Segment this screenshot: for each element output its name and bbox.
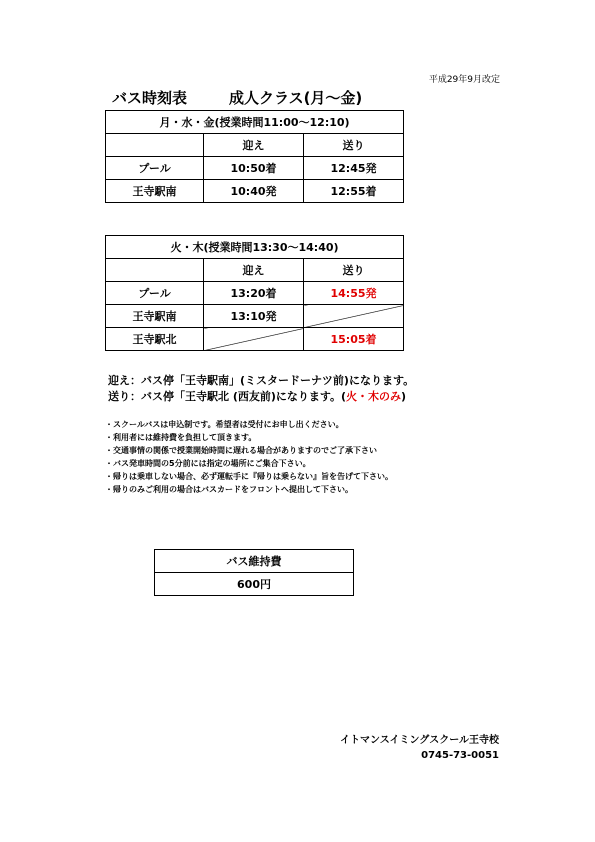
fee-box bbox=[154, 549, 354, 596]
class-name: 成人クラス(月～金) bbox=[229, 89, 363, 107]
list-item: ・利用者には維持費を負担して頂きます。 bbox=[105, 433, 257, 442]
place-cell: プール bbox=[106, 282, 204, 305]
place-cell: 王寺駅北 bbox=[106, 328, 204, 351]
col-pickup: 迎え bbox=[204, 134, 304, 157]
dropoff-cell: 12:45発 bbox=[304, 157, 404, 180]
table-header: 火・木(授業時間13:30～14:40) bbox=[106, 236, 404, 259]
place-cell: プール bbox=[106, 157, 204, 180]
table-row bbox=[106, 328, 404, 351]
place-cell: 王寺駅南 bbox=[106, 180, 204, 203]
fee-label: バス維持費 bbox=[155, 550, 354, 573]
table-header: 月・水・金(授業時間11:00～12:10) bbox=[106, 111, 404, 134]
rules-list bbox=[105, 418, 393, 496]
empty-cell bbox=[106, 259, 204, 282]
list-item: ・帰りは乗車しない場合、必ず運転手に『帰りは乗らない』旨を告げて下さい。 bbox=[105, 472, 393, 481]
table-row bbox=[106, 157, 404, 180]
pickup-cell: 13:20着 bbox=[204, 282, 304, 305]
table-row bbox=[106, 282, 404, 305]
fee-amount: 600円 bbox=[155, 573, 354, 596]
list-item: ・スクールバスは申込制です。希望者は受付にお申し出ください。 bbox=[105, 420, 344, 429]
place-cell: 王寺駅南 bbox=[106, 305, 204, 328]
timetable-tue-thu bbox=[105, 235, 404, 351]
revision-date: 平成29年9月改定 bbox=[428, 75, 500, 85]
list-item: ・帰りのみご利用の場合はバスカードをフロントへ提出して下さい。 bbox=[105, 485, 353, 494]
pickup-na-cell bbox=[204, 328, 304, 351]
dropoff-cell: 12:55着 bbox=[304, 180, 404, 203]
title-main: バス時刻表 bbox=[112, 89, 188, 107]
col-dropoff: 送り bbox=[304, 134, 404, 157]
stop-notes bbox=[108, 373, 414, 405]
school-footer bbox=[340, 733, 499, 763]
pickup-cell: 10:50着 bbox=[204, 157, 304, 180]
list-item: ・交通事情の関係で授業開始時間に遅れる場合がありますのでご了承下さい bbox=[105, 446, 377, 455]
table-row bbox=[106, 305, 404, 328]
school-phone: 0745-73-0051 bbox=[421, 750, 499, 761]
table-row bbox=[106, 180, 404, 203]
list-item: ・バス発車時間の5分前には指定の場所にご集合下さい。 bbox=[105, 459, 311, 468]
pickup-cell: 10:40発 bbox=[204, 180, 304, 203]
dropoff-note-text: 送り：バス停「王寺駅北 (西友前)になります。( bbox=[108, 390, 347, 403]
col-dropoff: 送り bbox=[304, 259, 404, 282]
dropoff-na-cell bbox=[304, 305, 404, 328]
page-title bbox=[112, 87, 362, 108]
pickup-note: 迎え：バス停「王寺駅南」(ミスタードーナツ前)になります。 bbox=[108, 374, 415, 387]
pickup-cell: 13:10発 bbox=[204, 305, 304, 328]
dropoff-note-close: ) bbox=[401, 390, 407, 403]
empty-cell bbox=[106, 134, 204, 157]
dropoff-cell: 14:55発 bbox=[304, 282, 404, 305]
col-pickup: 迎え bbox=[204, 259, 304, 282]
dropoff-cell: 15:05着 bbox=[304, 328, 404, 351]
dropoff-note bbox=[108, 389, 414, 405]
school-name: イトマンスイミングスクール王寺校 bbox=[340, 735, 499, 746]
dropoff-note-highlight: 火・木のみ bbox=[346, 390, 402, 403]
timetable-mon-wed-fri bbox=[105, 110, 404, 203]
